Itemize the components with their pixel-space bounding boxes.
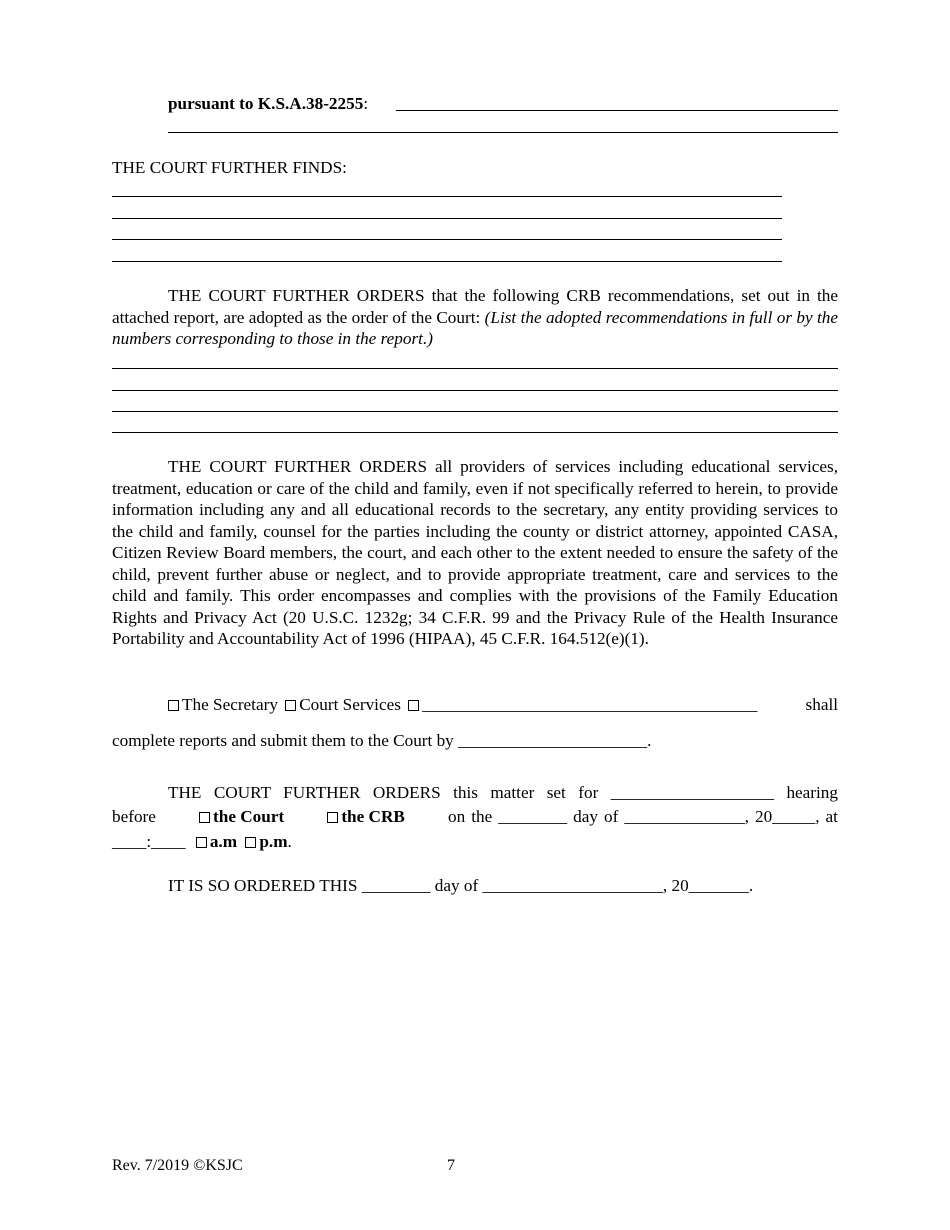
statute-answer-line-2[interactable] (168, 132, 838, 133)
hearing-row-3 (112, 831, 838, 853)
crb-line-3[interactable] (112, 411, 838, 412)
footer-revision: Rev. 7/2019 ©KSJC (112, 1157, 243, 1174)
statute-colon: : (363, 94, 369, 113)
findings-line-4[interactable] (112, 261, 782, 262)
court-checkbox[interactable] (199, 812, 210, 823)
hearing-period: . (287, 832, 292, 851)
other-entity-checkbox[interactable] (408, 700, 419, 711)
findings-heading: THE COURT FURTHER FINDS: (112, 158, 347, 177)
other-entity-blank[interactable]: _______________________________________ (422, 695, 758, 714)
findings-line-2[interactable] (112, 218, 782, 219)
crb-line-4[interactable] (112, 432, 838, 433)
hearing-time-blank[interactable]: ____:____ (112, 832, 186, 851)
so-ordered-line[interactable]: IT IS SO ORDERED THIS ________ day of _____________________, 20_______. (168, 876, 754, 895)
crb-option-label: the CRB (341, 807, 405, 826)
hearing-date-blank[interactable]: on the ________ day of ______________, 20_____, at (447, 807, 838, 826)
crb-line-2[interactable] (112, 390, 838, 391)
hearing-before: before (112, 807, 156, 826)
statute-answer-line[interactable] (396, 110, 838, 111)
providers-orders-text: THE COURT FURTHER ORDERS all providers of services including educational services, treatment, education or care of the child and family, even if not specifically referred to herein, to provide information including any and all educational records to the secretary, any entity providing services to the child and family, counsel for the parties including the county or district attorney, appointed CASA, Citizen Review Board members, the court, and each other to the extent needed to ensure the safety of the child, prevent further abuse or neglect, and to provide appropriate treatment, care and services to the child and family. This order encompasses and complies with the provisions of the Family Education Rights and Privacy Act (20 U.S.C. 1232g; 34 C.F.R. 99 and the Privacy Rule of the Health Insurance Portability and Accountability Act of 1996 (HIPAA), 45 C.F.R. 164.512(e)(1). (112, 457, 838, 648)
reports-deadline-row[interactable]: complete reports and submit them to the Court by ______________________. (112, 731, 652, 750)
crb-orders-instruction: (List the adopted recommendations in full or by the numbers corresponding to those in the report.) (112, 307, 839, 348)
court-services-option-label: Court Services (299, 695, 401, 714)
hearing-row-2 (112, 806, 838, 828)
am-option-label: a.m (209, 832, 238, 851)
hearing-row-1 (168, 782, 838, 804)
shall-text: shall (805, 695, 838, 714)
hearing-part1[interactable]: THE COURT FURTHER ORDERS this matter set for ___________________ hearing (168, 783, 838, 802)
statute-label: pursuant to K.S.A.38-2255 (168, 94, 364, 113)
findings-line-1[interactable] (112, 196, 782, 197)
secretary-option-label: The Secretary (182, 695, 278, 714)
court-option-label: the Court (213, 807, 285, 826)
footer-page-number: 7 (447, 1157, 455, 1174)
court-services-checkbox[interactable] (285, 700, 296, 711)
pm-checkbox[interactable] (245, 837, 256, 848)
crb-checkbox[interactable] (327, 812, 338, 823)
crb-line-1[interactable] (112, 368, 838, 369)
am-checkbox[interactable] (196, 837, 207, 848)
secretary-checkbox[interactable] (168, 700, 179, 711)
crb-orders-paragraph (112, 285, 838, 350)
reports-row (168, 694, 838, 716)
providers-orders-paragraph (112, 456, 838, 650)
statute-label-row (168, 93, 368, 115)
crb-orders-lead: THE COURT FURTHER ORDERS that the following CRB recommendations, set out in the attached report, are adopted as the order of the Court: (112, 286, 838, 327)
pm-option-label: p.m (259, 832, 288, 851)
findings-line-3[interactable] (112, 239, 782, 240)
